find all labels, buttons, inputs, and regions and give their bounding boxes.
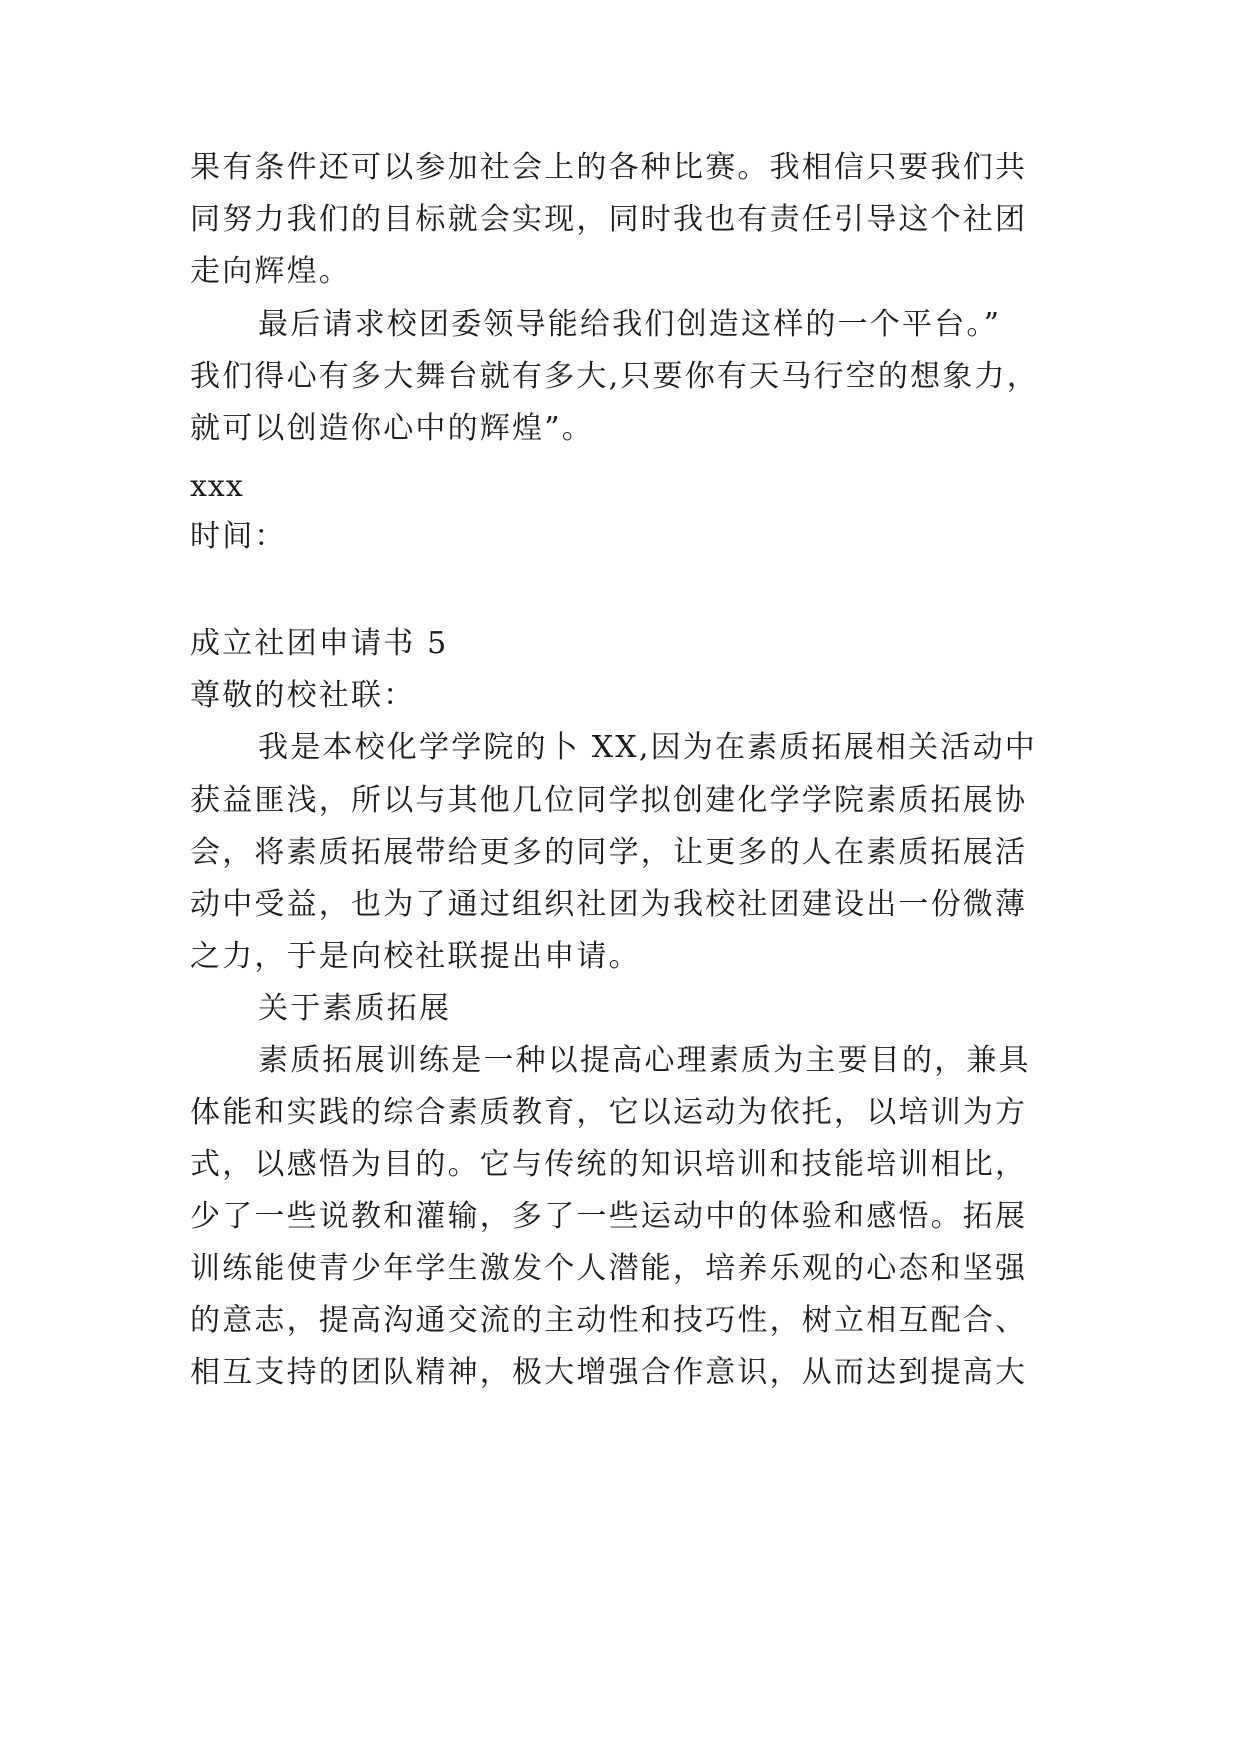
paragraph-3-line-4: 动中受益，也为了通过组织社团为我校社团建设出一份微薄: [190, 887, 1028, 922]
paragraph-3-line-5: 之力，于是向校社联提出申请。: [190, 939, 641, 974]
paragraph-1-line-3: 走向辉煌。: [190, 254, 351, 289]
paragraph-2-line-3: 就可以创造你心中的辉煌”。: [190, 411, 594, 446]
salutation: 尊敬的校社联：: [190, 678, 416, 713]
paragraph-2-line-1: 最后请求校团委领导能给我们创造这样的一个平台。”: [258, 307, 1002, 342]
paragraph-4-line-5: 训练能使青少年学生激发个人潜能，培养乐观的心态和坚强: [190, 1251, 1028, 1286]
paragraph-4-line-6: 的意志，提高沟通交流的主动性和技巧性，树立相互配合、: [190, 1303, 1028, 1338]
signature: xxx: [190, 469, 244, 504]
paragraph-4-line-2: 体能和实践的综合素质教育，它以运动为依托，以培训为方: [190, 1095, 1028, 1130]
paragraph-1-line-2: 同努力我们的目标就会实现，同时我也有责任引导这个社团: [190, 202, 1028, 237]
date-label: 时间：: [190, 519, 287, 554]
paragraph-3-line-2: 获益匪浅，所以与其他几位同学拟创建化学学院素质拓展协: [190, 783, 1028, 818]
subheading: 关于素质拓展: [258, 991, 452, 1026]
paragraph-4-line-1: 素质拓展训练是一种以提高心理素质为主要目的，兼具: [258, 1043, 1031, 1078]
paragraph-3-line-3: 会，将素质拓展带给更多的同学，让更多的人在素质拓展活: [190, 835, 1028, 870]
section-title: 成立社团申请书 5: [190, 626, 449, 661]
paragraph-4-line-3: 式，以感悟为目的。它与传统的知识培训和技能培训相比，: [190, 1147, 1028, 1182]
paragraph-4-line-7: 相互支持的团队精神，极大增强合作意识，从而达到提高大: [190, 1355, 1028, 1390]
paragraph-1-line-1: 果有条件还可以参加社会上的各种比赛。我相信只要我们共: [190, 150, 1028, 185]
paragraph-2-line-2: 我们得心有多大舞台就有多大,只要你有天马行空的想象力，: [190, 359, 1039, 394]
paragraph-4-line-4: 少了一些说教和灌输，多了一些运动中的体验和感悟。拓展: [190, 1199, 1028, 1234]
paragraph-3-line-1: 我是本校化学学院的卜 XX,因为在素质拓展相关活动中: [258, 730, 1037, 765]
